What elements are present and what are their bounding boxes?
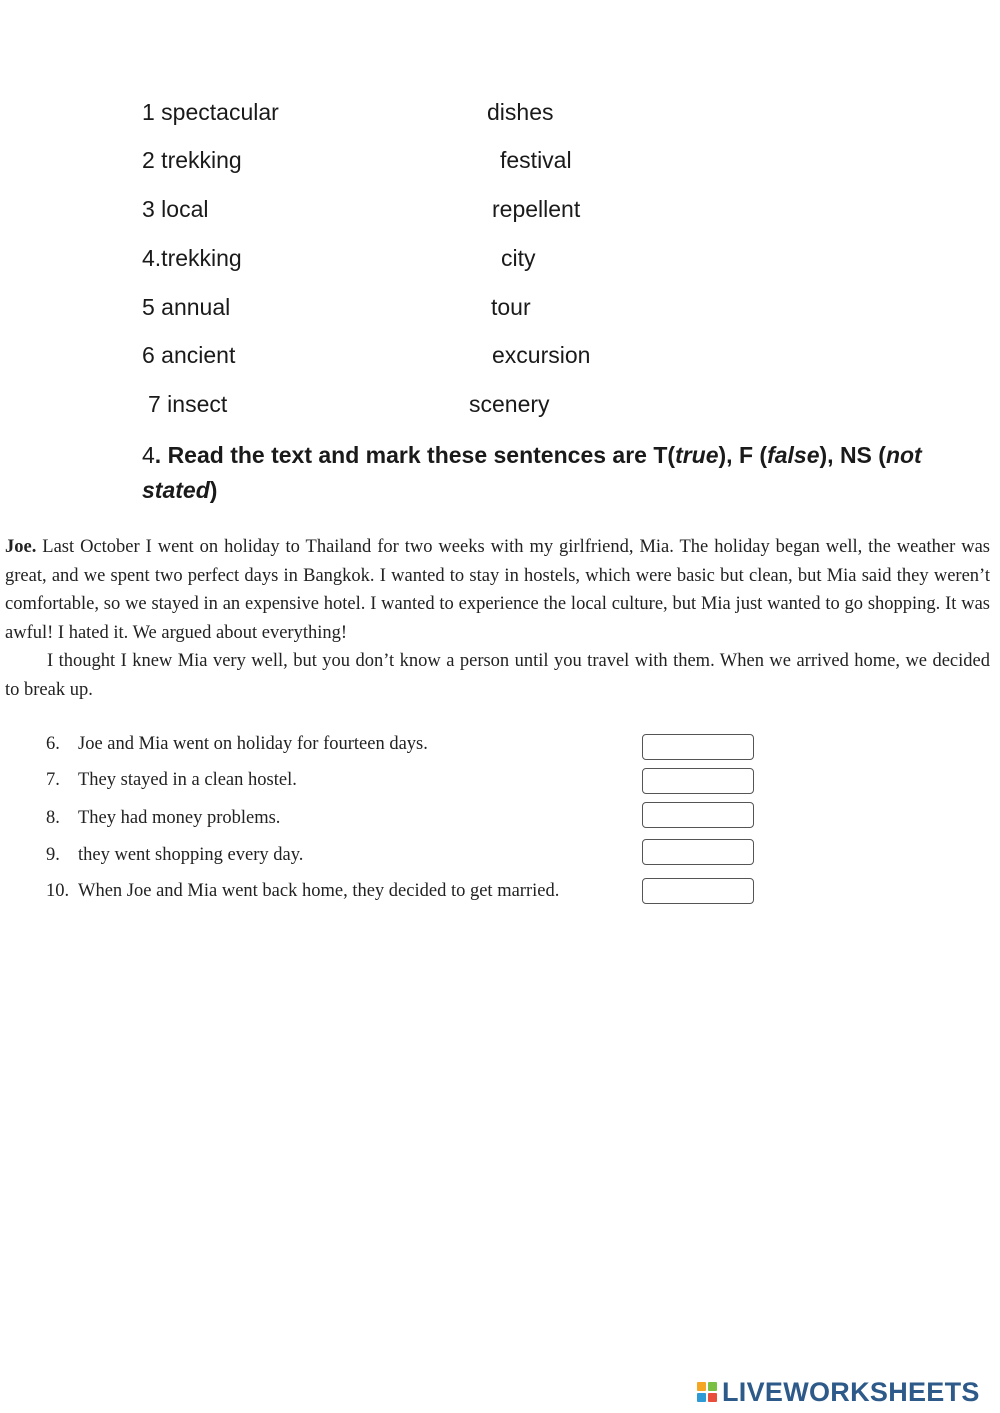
match-left-word: 6 ancient: [142, 342, 236, 368]
question-item: [46, 732, 428, 756]
match-left-word: 5 annual: [142, 294, 231, 320]
match-right-word: repellent: [492, 196, 581, 222]
question-item: [46, 768, 297, 792]
match-right-word: city: [501, 245, 536, 271]
answer-box[interactable]: [642, 734, 754, 760]
question-number: 6.: [46, 734, 60, 754]
match-left-word: 4.trekking: [142, 245, 242, 271]
match-right-word: scenery: [469, 391, 550, 417]
logo-icon: [697, 1378, 719, 1406]
match-right-word: tour: [491, 294, 531, 320]
question-number: 9.: [46, 845, 60, 865]
question-text: They stayed in a clean hostel.: [78, 770, 297, 790]
heading-text: ): [209, 477, 218, 503]
question-number: 10.: [46, 881, 70, 901]
question-text: they went shopping every day.: [78, 845, 304, 865]
question-number: 7.: [46, 770, 60, 790]
match-right-word: excursion: [492, 342, 591, 368]
match-left-word: 2 trekking: [142, 147, 242, 173]
match-right-word: dishes: [487, 99, 554, 125]
logo-text: LIVEWORKSHEETS: [722, 1376, 980, 1407]
heading-text: ), NS (: [819, 442, 886, 468]
question-text: Joe and Mia went on holiday for fourteen days.: [78, 734, 428, 754]
answer-box[interactable]: [642, 802, 754, 828]
question-item: [46, 843, 303, 867]
question-item: [46, 806, 280, 830]
heading-false: false: [767, 442, 820, 468]
answer-box[interactable]: [642, 839, 754, 865]
answer-box[interactable]: [642, 768, 754, 794]
question-item: [46, 879, 559, 903]
match-left-word: 3 local: [142, 196, 209, 222]
match-left-word: 7 insect: [148, 391, 228, 417]
heading-true: true: [675, 442, 719, 468]
reading-passage: [5, 533, 990, 704]
answer-box[interactable]: [642, 878, 754, 904]
heading-text: ), F (: [718, 442, 768, 468]
exercise-heading: [142, 438, 942, 508]
heading-not-stated: not stated: [142, 442, 922, 503]
heading-number: 4: [142, 442, 155, 468]
heading-text: . Read the text and mark these sentences are T(: [154, 442, 676, 468]
question-text: When Joe and Mia went back home, they decided to get married.: [78, 881, 560, 901]
passage-paragraph: I thought I knew Mia very well, but you don’t know a person until you travel with them. When we arrived home, we decided to break up.: [5, 651, 990, 700]
liveworksheets-logo: [697, 1374, 980, 1410]
passage-text: Last October I went on holiday to Thailand for two weeks with my girlfriend, Mia. The holiday began well, the weather was great, and we spent two perfect days in Bangkok. I wanted to stay in hostels, which were basic but clean, but Mia said they weren’t comfortable, so we stayed in an expensive hotel. I wanted to experience the local culture, but Mia just wanted to go shopping. It was awful! I hated it. We argued about everything!: [5, 537, 990, 643]
question-text: They had money problems.: [78, 808, 281, 828]
match-right-word: festival: [500, 147, 572, 173]
passage-speaker: Joe.: [5, 537, 37, 557]
match-left-word: 1 spectacular: [142, 99, 279, 125]
question-number: 8.: [46, 808, 60, 828]
passage-paragraph: [5, 533, 990, 647]
